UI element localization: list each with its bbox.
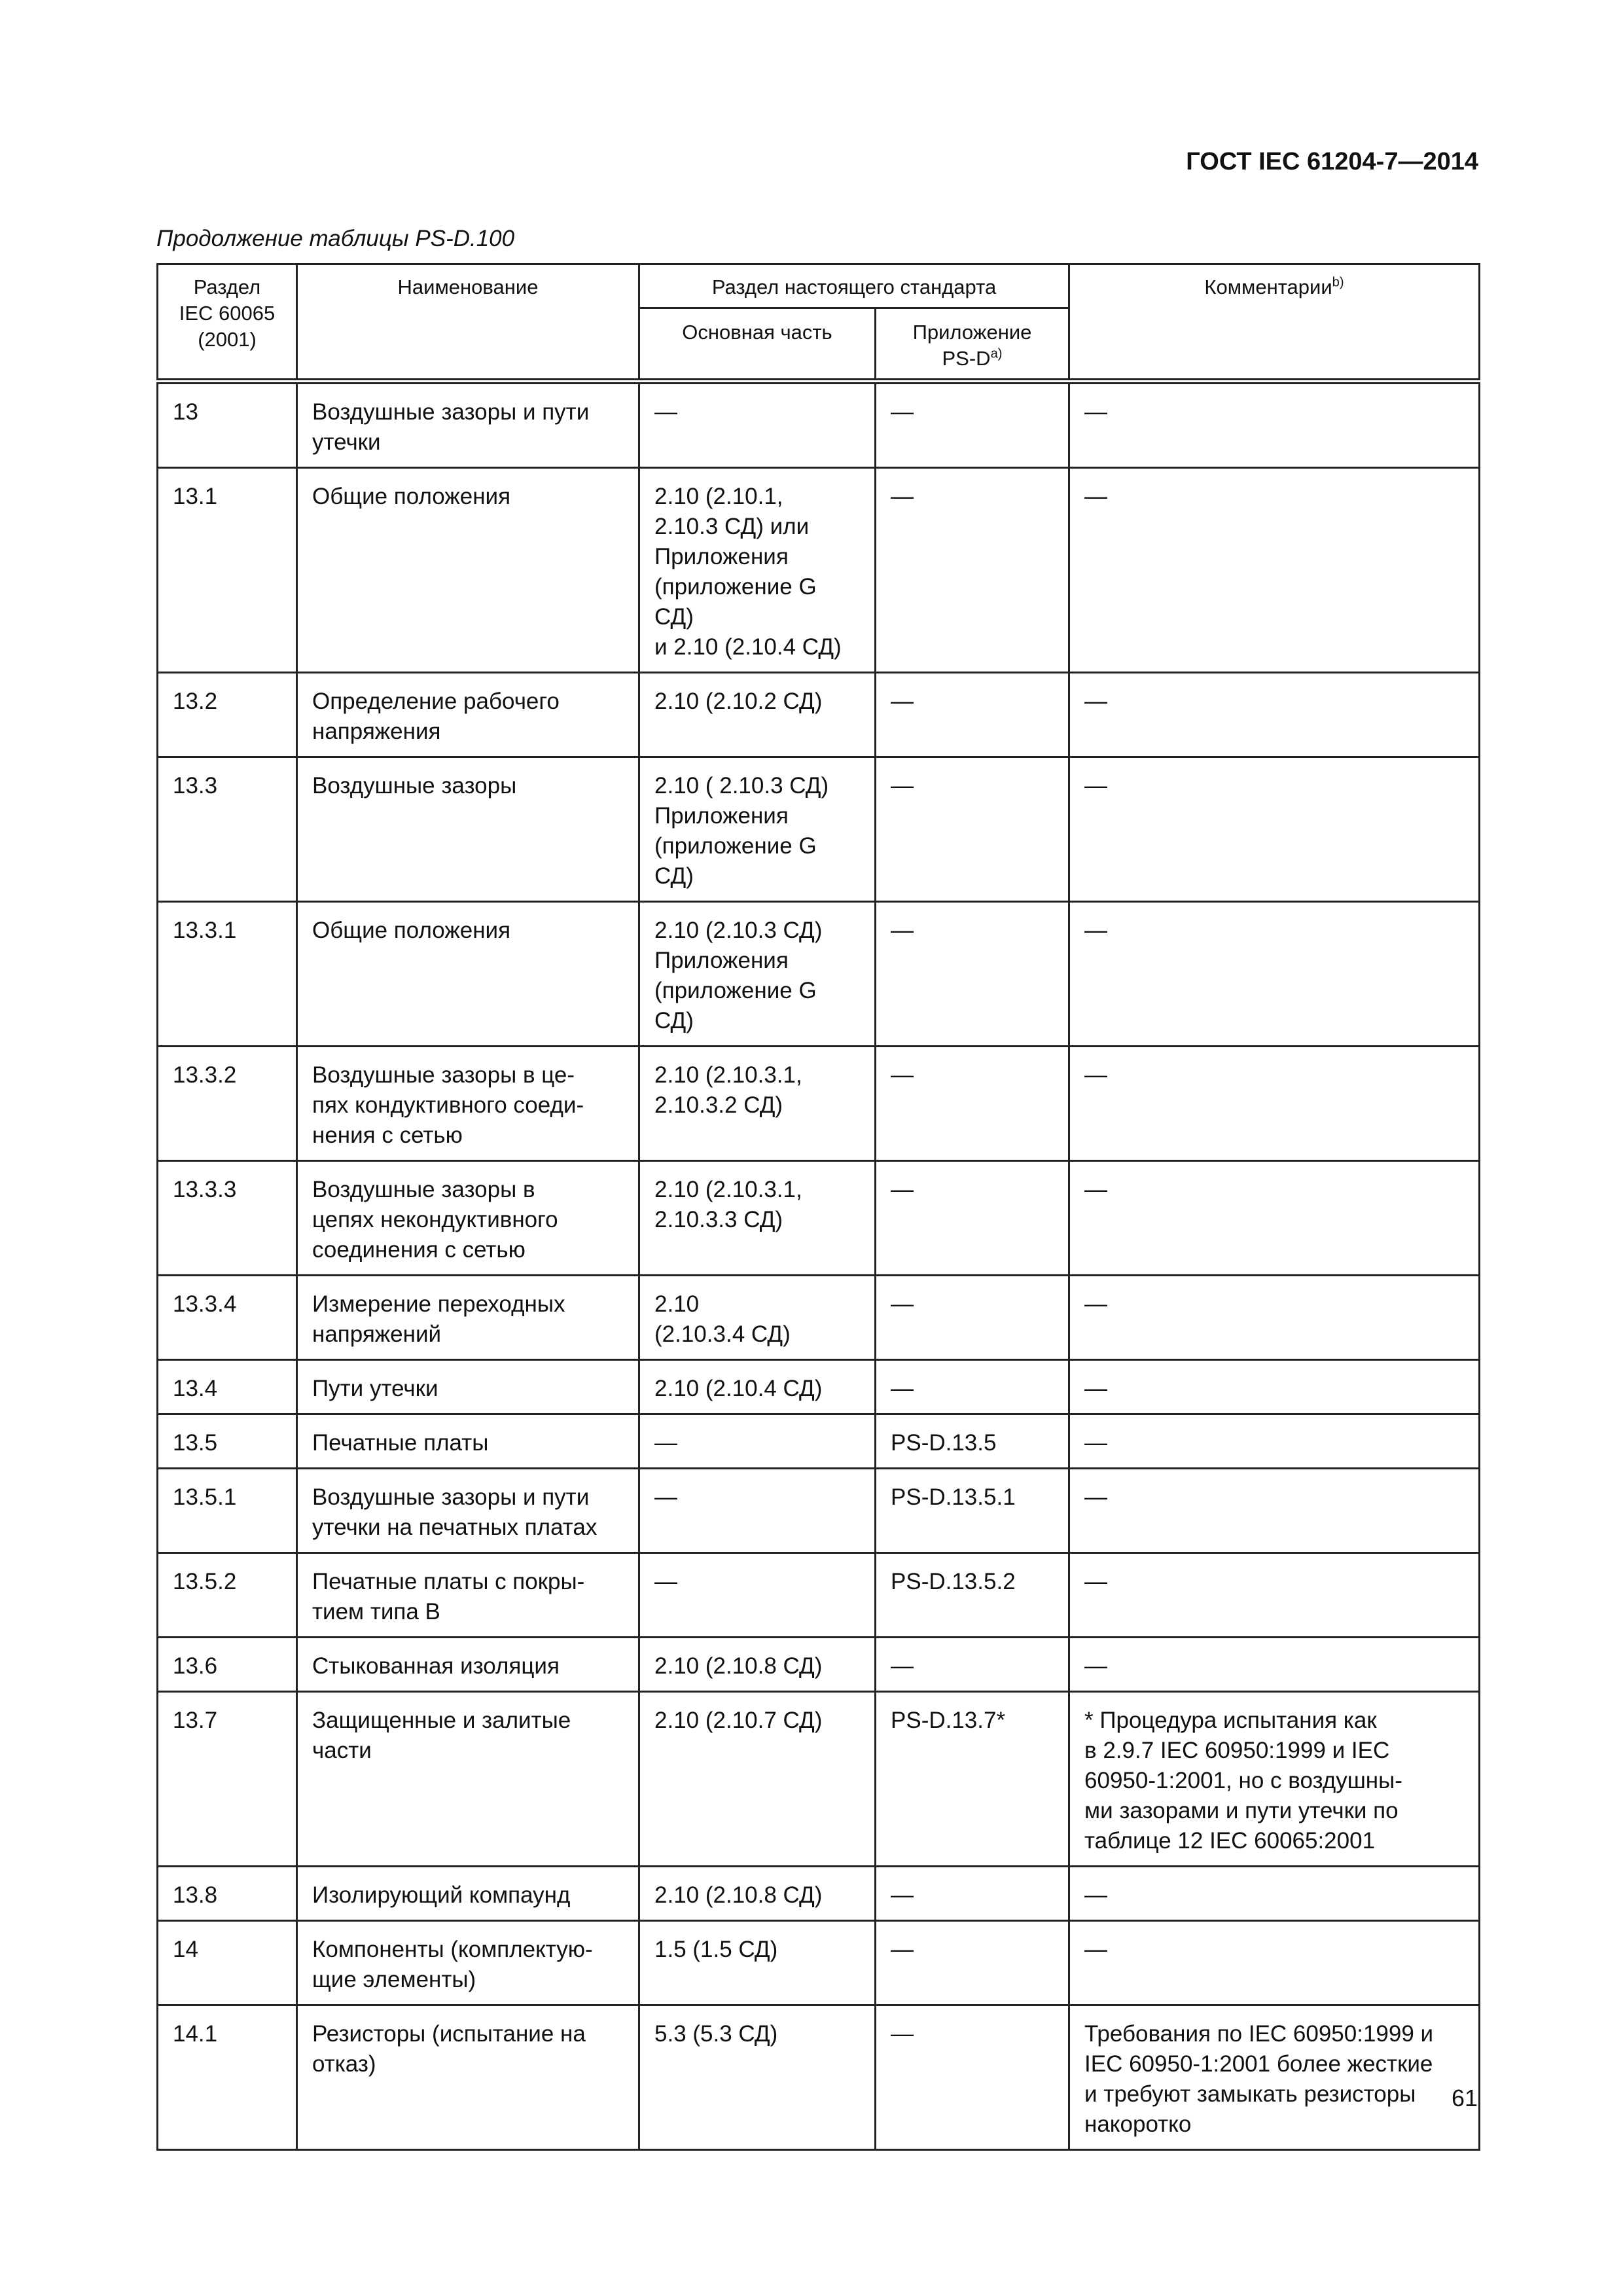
- table-row: [158, 468, 1480, 673]
- row-section: 13.5.1: [158, 1469, 297, 1553]
- ps-d-100-table: [156, 263, 1480, 2151]
- header-main-part: Основная часть: [639, 308, 876, 382]
- row-main-part: 2.10 (2.10.3.1, 2.10.3.2 СД): [639, 1047, 876, 1161]
- document-header: ГОСТ IEC 61204-7—2014: [1186, 148, 1478, 175]
- row-main-part: 2.10 (2.10.3.1, 2.10.3.3 СД): [639, 1161, 876, 1276]
- row-section: 13.7: [158, 1692, 297, 1867]
- table-row: [158, 1921, 1480, 2005]
- row-comment: —: [1069, 382, 1480, 468]
- row-annex: —: [876, 1047, 1069, 1161]
- row-comment: —: [1069, 673, 1480, 757]
- row-annex: —: [876, 1638, 1069, 1692]
- row-annex: PS-D.13.5.2: [876, 1553, 1069, 1638]
- table-row: [158, 382, 1480, 468]
- header-comments-label: Комментарии: [1204, 276, 1332, 298]
- row-section: 13.4: [158, 1360, 297, 1414]
- row-annex: —: [876, 1276, 1069, 1360]
- row-main-part: 2.10 (2.10.3.4 СД): [639, 1276, 876, 1360]
- row-section: 13: [158, 382, 297, 468]
- row-main-part: 2.10 (2.10.7 СД): [639, 1692, 876, 1867]
- row-main-part: 5.3 (5.3 СД): [639, 2005, 876, 2150]
- row-name: Воздушные зазоры: [297, 757, 639, 902]
- row-annex: —: [876, 757, 1069, 902]
- row-name: Компоненты (комплектую- щие элементы): [297, 1921, 639, 2005]
- row-name: Воздушные зазоры и пути утечки на печатных платах: [297, 1469, 639, 1553]
- row-comment: —: [1069, 1276, 1480, 1360]
- table-row: [158, 1360, 1480, 1414]
- row-comment: —: [1069, 1360, 1480, 1414]
- row-comment: —: [1069, 902, 1480, 1047]
- table-row: [158, 1692, 1480, 1867]
- row-name: Воздушные зазоры и пути утечки: [297, 382, 639, 468]
- row-main-part: 1.5 (1.5 СД): [639, 1921, 876, 2005]
- row-section: 13.3.4: [158, 1276, 297, 1360]
- table-header-row: [158, 264, 1480, 308]
- row-comment: —: [1069, 1553, 1480, 1638]
- table-body: [158, 382, 1480, 2150]
- row-section: 13.5: [158, 1414, 297, 1469]
- row-annex: PS-D.13.7*: [876, 1692, 1069, 1867]
- table-row: [158, 1276, 1480, 1360]
- row-main-part: 2.10 (2.10.4 СД): [639, 1360, 876, 1414]
- table-row: [158, 1553, 1480, 1638]
- row-annex: —: [876, 1867, 1069, 1921]
- row-name: Изолирующий компаунд: [297, 1867, 639, 1921]
- table-caption: Продолжение таблицы PS-D.100: [156, 226, 515, 251]
- header-name: Наименование: [297, 264, 639, 382]
- row-comment: —: [1069, 1047, 1480, 1161]
- row-main-part: 2.10 (2.10.8 СД): [639, 1867, 876, 1921]
- row-name: Стыкованная изоляция: [297, 1638, 639, 1692]
- row-main-part: 2.10 (2.10.3 СД) Приложения (приложение G СД): [639, 902, 876, 1047]
- row-comment: Требования по IEC 60950:1999 и IEC 60950-1:2001 более жесткие и требуют замыкать резисторы накоротко: [1069, 2005, 1480, 2150]
- row-name: Резисторы (испытание на отказ): [297, 2005, 639, 2150]
- row-section: 14: [158, 1921, 297, 2005]
- row-name: Печатные платы: [297, 1414, 639, 1469]
- row-name: Защищенные и залитые части: [297, 1692, 639, 1867]
- row-section: 13.1: [158, 468, 297, 673]
- row-annex: PS-D.13.5.1: [876, 1469, 1069, 1553]
- row-annex: —: [876, 1360, 1069, 1414]
- table-row: [158, 1161, 1480, 1276]
- page-number: 61: [1451, 2085, 1478, 2111]
- row-comment: —: [1069, 1867, 1480, 1921]
- footnote-b-marker: b): [1332, 275, 1344, 290]
- row-name: Пути утечки: [297, 1360, 639, 1414]
- row-section: 13.8: [158, 1867, 297, 1921]
- row-name: Общие положения: [297, 902, 639, 1047]
- row-section: 13.6: [158, 1638, 297, 1692]
- footnote-a-marker: a): [990, 346, 1003, 361]
- row-section: 13.2: [158, 673, 297, 757]
- row-comment: —: [1069, 468, 1480, 673]
- table-row: [158, 902, 1480, 1047]
- row-comment: —: [1069, 1469, 1480, 1553]
- row-name: Общие положения: [297, 468, 639, 673]
- row-section: 13.3: [158, 757, 297, 902]
- row-section: 14.1: [158, 2005, 297, 2150]
- row-main-part: 2.10 (2.10.8 СД): [639, 1638, 876, 1692]
- row-section: 13.3.3: [158, 1161, 297, 1276]
- table-row: [158, 1414, 1480, 1469]
- row-annex: —: [876, 2005, 1069, 2150]
- row-annex: —: [876, 1161, 1069, 1276]
- row-section: 13.5.2: [158, 1553, 297, 1638]
- row-name: Измерение переходных напряжений: [297, 1276, 639, 1360]
- row-annex: —: [876, 673, 1069, 757]
- table-row: [158, 1867, 1480, 1921]
- row-annex: —: [876, 902, 1069, 1047]
- header-standard-section: Раздел настоящего стандарта: [639, 264, 1069, 308]
- row-comment: —: [1069, 1638, 1480, 1692]
- header-section: Раздел IEC 60065 (2001): [158, 264, 297, 382]
- row-annex: —: [876, 468, 1069, 673]
- header-comments: [1069, 264, 1480, 382]
- row-main-part: —: [639, 1469, 876, 1553]
- table-row: [158, 2005, 1480, 2150]
- row-section: 13.3.1: [158, 902, 297, 1047]
- row-name: Воздушные зазоры в цепях некондуктивного соединения с сетью: [297, 1161, 639, 1276]
- row-section: 13.3.2: [158, 1047, 297, 1161]
- row-comment: * Процедура испытания как в 2.9.7 IEC 60950:1999 и IEC 60950-1:2001, но с воздушны- ми зазорами и пути утечки по таблице 12 IEC 60065:2001: [1069, 1692, 1480, 1867]
- row-annex: —: [876, 1921, 1069, 2005]
- row-comment: —: [1069, 757, 1480, 902]
- row-main-part: 2.10 ( 2.10.3 СД) Приложения (приложение G СД): [639, 757, 876, 902]
- row-main-part: 2.10 (2.10.2 СД): [639, 673, 876, 757]
- row-comment: —: [1069, 1921, 1480, 2005]
- row-main-part: —: [639, 382, 876, 468]
- table-row: [158, 1638, 1480, 1692]
- table-row: [158, 1047, 1480, 1161]
- row-annex: PS-D.13.5: [876, 1414, 1069, 1469]
- row-name: Воздушные зазоры в це- пях кондуктивного соеди- нения с сетью: [297, 1047, 639, 1161]
- row-comment: —: [1069, 1161, 1480, 1276]
- row-main-part: —: [639, 1553, 876, 1638]
- row-annex: —: [876, 382, 1069, 468]
- row-comment: —: [1069, 1414, 1480, 1469]
- row-main-part: 2.10 (2.10.1, 2.10.3 СД) или Приложения (приложение G СД) и 2.10 (2.10.4 СД): [639, 468, 876, 673]
- table-row: [158, 757, 1480, 902]
- table-row: [158, 673, 1480, 757]
- header-annex-label: Приложение PS-D: [912, 321, 1032, 370]
- row-name: Определение рабочего напряжения: [297, 673, 639, 757]
- header-annex: [876, 308, 1069, 382]
- table-row: [158, 1469, 1480, 1553]
- row-main-part: —: [639, 1414, 876, 1469]
- row-name: Печатные платы с покры- тием типа B: [297, 1553, 639, 1638]
